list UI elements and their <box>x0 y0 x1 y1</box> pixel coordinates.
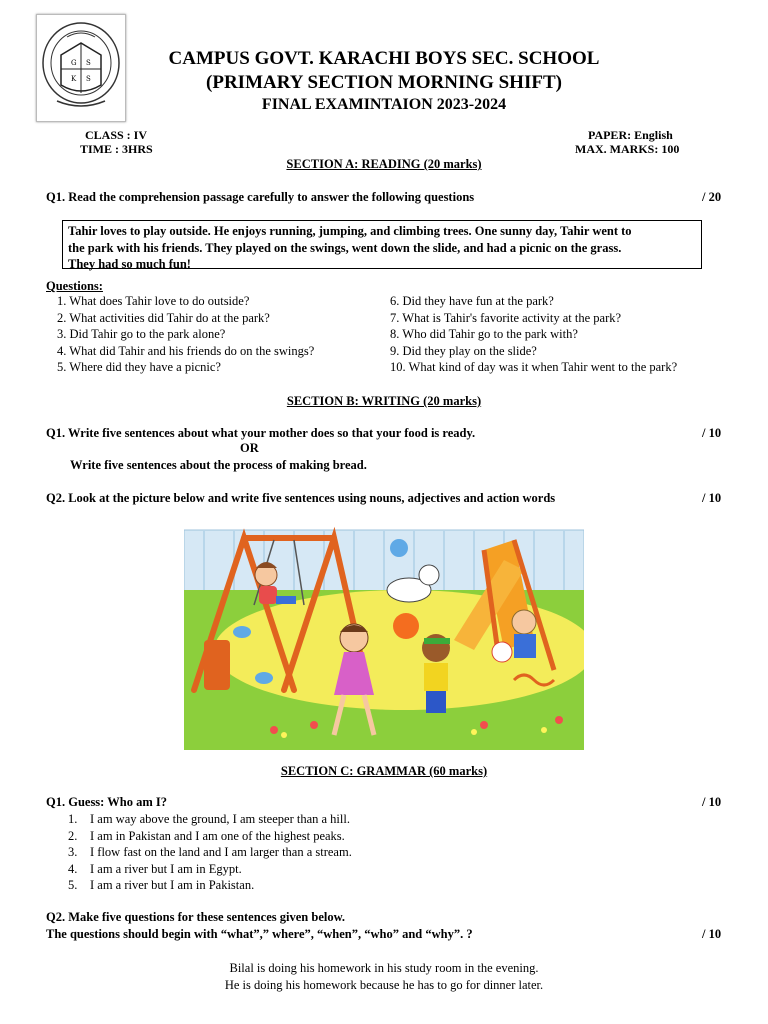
list-item: 6. Did they have fun at the park? <box>390 294 554 308</box>
passage-line: the park with his friends. They played on the swings, went down the slide, and had a picnic on the grass. <box>68 240 622 255</box>
class-label: CLASS : IV <box>85 128 148 142</box>
passage-line: They had so much fun! <box>68 257 191 271</box>
section-c-q2-marks: / 10 <box>702 927 722 941</box>
section-b-title: SECTION B: WRITING (20 marks) <box>286 394 482 408</box>
section-b-q2: Q2. Look at the picture below and write five sentences using nouns, adjectives and action words <box>46 491 556 505</box>
section-c-q1-marks: / 10 <box>702 795 722 809</box>
questions-right-list <box>390 293 677 376</box>
section-a-title: SECTION A: READING (20 marks) <box>286 157 482 171</box>
time-label: TIME : 3HRS <box>80 142 153 156</box>
section-c-title: SECTION C: GRAMMAR (60 marks) <box>280 764 488 778</box>
svg-text:K: K <box>71 75 77 83</box>
riddle-list <box>68 811 352 894</box>
list-item: 2. What activities did Tahir do at the park? <box>57 310 270 325</box>
list-item: 10. What kind of day was it when Tahir went to the park? <box>390 360 678 375</box>
section-b-q1-marks: / 10 <box>702 426 722 440</box>
school-section: (PRIMARY SECTION MORNING SHIFT) <box>206 72 562 93</box>
list-item: 9. Did they play on the slide? <box>390 343 537 358</box>
section-b-q1: Q1. Write five sentences about what your mother does so that your food is ready. <box>46 426 476 440</box>
passage-line: Tahir loves to play outside. He enjoys running, jumping, and climbing trees. One sunny day, Tahir went to <box>68 224 632 238</box>
school-name: CAMPUS GOVT. KARACHI BOYS SEC. SCHOOL <box>168 48 600 69</box>
sentence-line: Bilal is doing his homework in his study room in the evening. <box>229 961 539 975</box>
section-a-q1-marks: / 20 <box>702 190 722 204</box>
list-item: 8. Who did Tahir go to the park with? <box>390 327 578 342</box>
given-sentences <box>0 960 768 993</box>
section-c-q2-line1: Q2. Make five questions for these sentences given below. <box>46 910 346 924</box>
section-c-q1: Q1. Guess: Who am I? <box>46 795 167 809</box>
section-b-q2-marks: / 10 <box>702 491 722 505</box>
list-item: 1. I am way above the ground, I am steeper than a hill. <box>68 812 350 826</box>
list-item: 4. What did Tahir and his friends do on the swings? <box>57 343 315 358</box>
comprehension-passage <box>62 220 702 269</box>
list-item: 5. I am a river but I am in Pakistan. <box>68 878 255 893</box>
list-item: 7. What is Tahir's favorite activity at the park? <box>390 310 622 325</box>
or-label: OR <box>240 441 259 455</box>
paper-label: PAPER: English <box>588 128 673 142</box>
svg-text:S: S <box>86 59 91 67</box>
section-b-q1-alt: Write five sentences about the process of making bread. <box>70 458 367 472</box>
park-picture <box>184 520 584 750</box>
park-illustration-icon <box>184 520 584 750</box>
section-c-q2-line2: The questions should begin with “what”,” where”, “when”, “who” and “why”. ? <box>46 927 473 941</box>
section-a-q1: Q1. Read the comprehension passage carefully to answer the following questions <box>46 190 475 204</box>
exam-title: FINAL EXAMINTAION 2023-2024 <box>261 96 507 113</box>
list-item: 1. What does Tahir love to do outside? <box>57 294 250 308</box>
list-item: 3. Did Tahir go to the park alone? <box>57 327 226 342</box>
list-item: 5. Where did they have a picnic? <box>57 360 221 375</box>
svg-text:G: G <box>71 59 77 67</box>
list-item: 4. I am a river but I am in Egypt. <box>68 861 242 876</box>
max-marks-label: MAX. MARKS: 100 <box>575 142 680 156</box>
questions-left-list <box>57 293 314 376</box>
questions-label: Questions: <box>46 279 103 293</box>
list-item: 3. I flow fast on the land and I am larger than a stream. <box>68 845 352 860</box>
list-item: 2. I am in Pakistan and I am one of the highest peaks. <box>68 828 345 843</box>
svg-text:S: S <box>86 75 91 83</box>
sentence-line: He is doing his homework because he has to go for dinner later. <box>224 977 544 992</box>
